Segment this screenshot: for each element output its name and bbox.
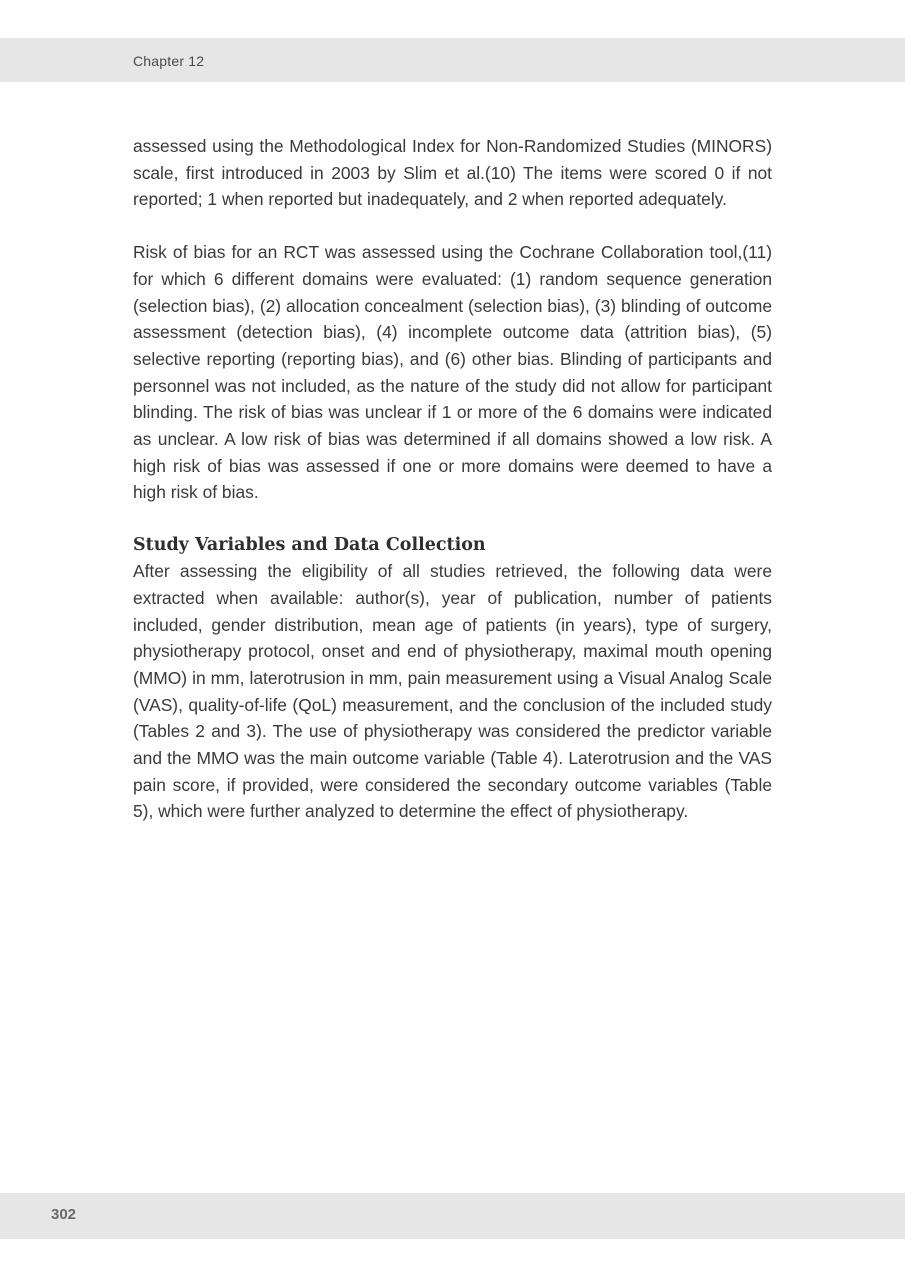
- paragraph-risk-of-bias: Risk of bias for an RCT was assessed using the Cochrane Collaboration tool,(11) for which 6 different domains were evaluated: (1) random sequence generation (selection bias), (2) allocation concealment (selection bias), (3) blinding of outcome assessment (detection bias), (4) incomplete outcome data (attrition bias), (5) selective reporting (reporting bias), and (6) other bias. Blinding of participants and personnel was not included, as the nature of the study did not allow for participant blinding. The risk of bias was unclear if 1 or more of the 6 domains were indicated as unclear. A low risk of bias was determined if all domains showed a low risk. A high risk of bias was assessed if one or more domains were deemed to have a high risk of bias.: [133, 242, 772, 503]
- page-number: 302: [51, 1206, 77, 1223]
- footer-band: [0, 1193, 905, 1239]
- page-body: [133, 133, 772, 825]
- chapter-label: Chapter 12: [133, 53, 205, 69]
- paragraph-study-variables: After assessing the eligibility of all studies retrieved, the following data were extracted when available: author(s), year of publication, number of patients included, gender distribution, mean age of patients (in years), type of surgery, physiotherapy protocol, onset and end of physiotherapy, maximal mouth opening (MMO) in mm, laterotrusion in mm, pain measurement using a Visual Analog Scale (VAS), quality-of-life (QoL) measurement, and the conclusion of the included study (Tables 2 and 3). The use of physiotherapy was considered the predictor variable and the MMO was the main outcome variable (Table 4). Laterotrusion and the VAS pain score, if provided, were considered the secondary outcome variables (Table 5), which were further analyzed to determine the effect of physiotherapy.: [133, 561, 772, 822]
- section-heading: Study Variables and Data Collection: [133, 535, 486, 556]
- paragraph-minors: assessed using the Methodological Index for Non-Randomized Studies (MINORS) scale, first introduced in 2003 by Slim et al.(10) The items were scored 0 if not reported; 1 when reported but inadequately, and 2 when reported adequately.: [133, 136, 772, 210]
